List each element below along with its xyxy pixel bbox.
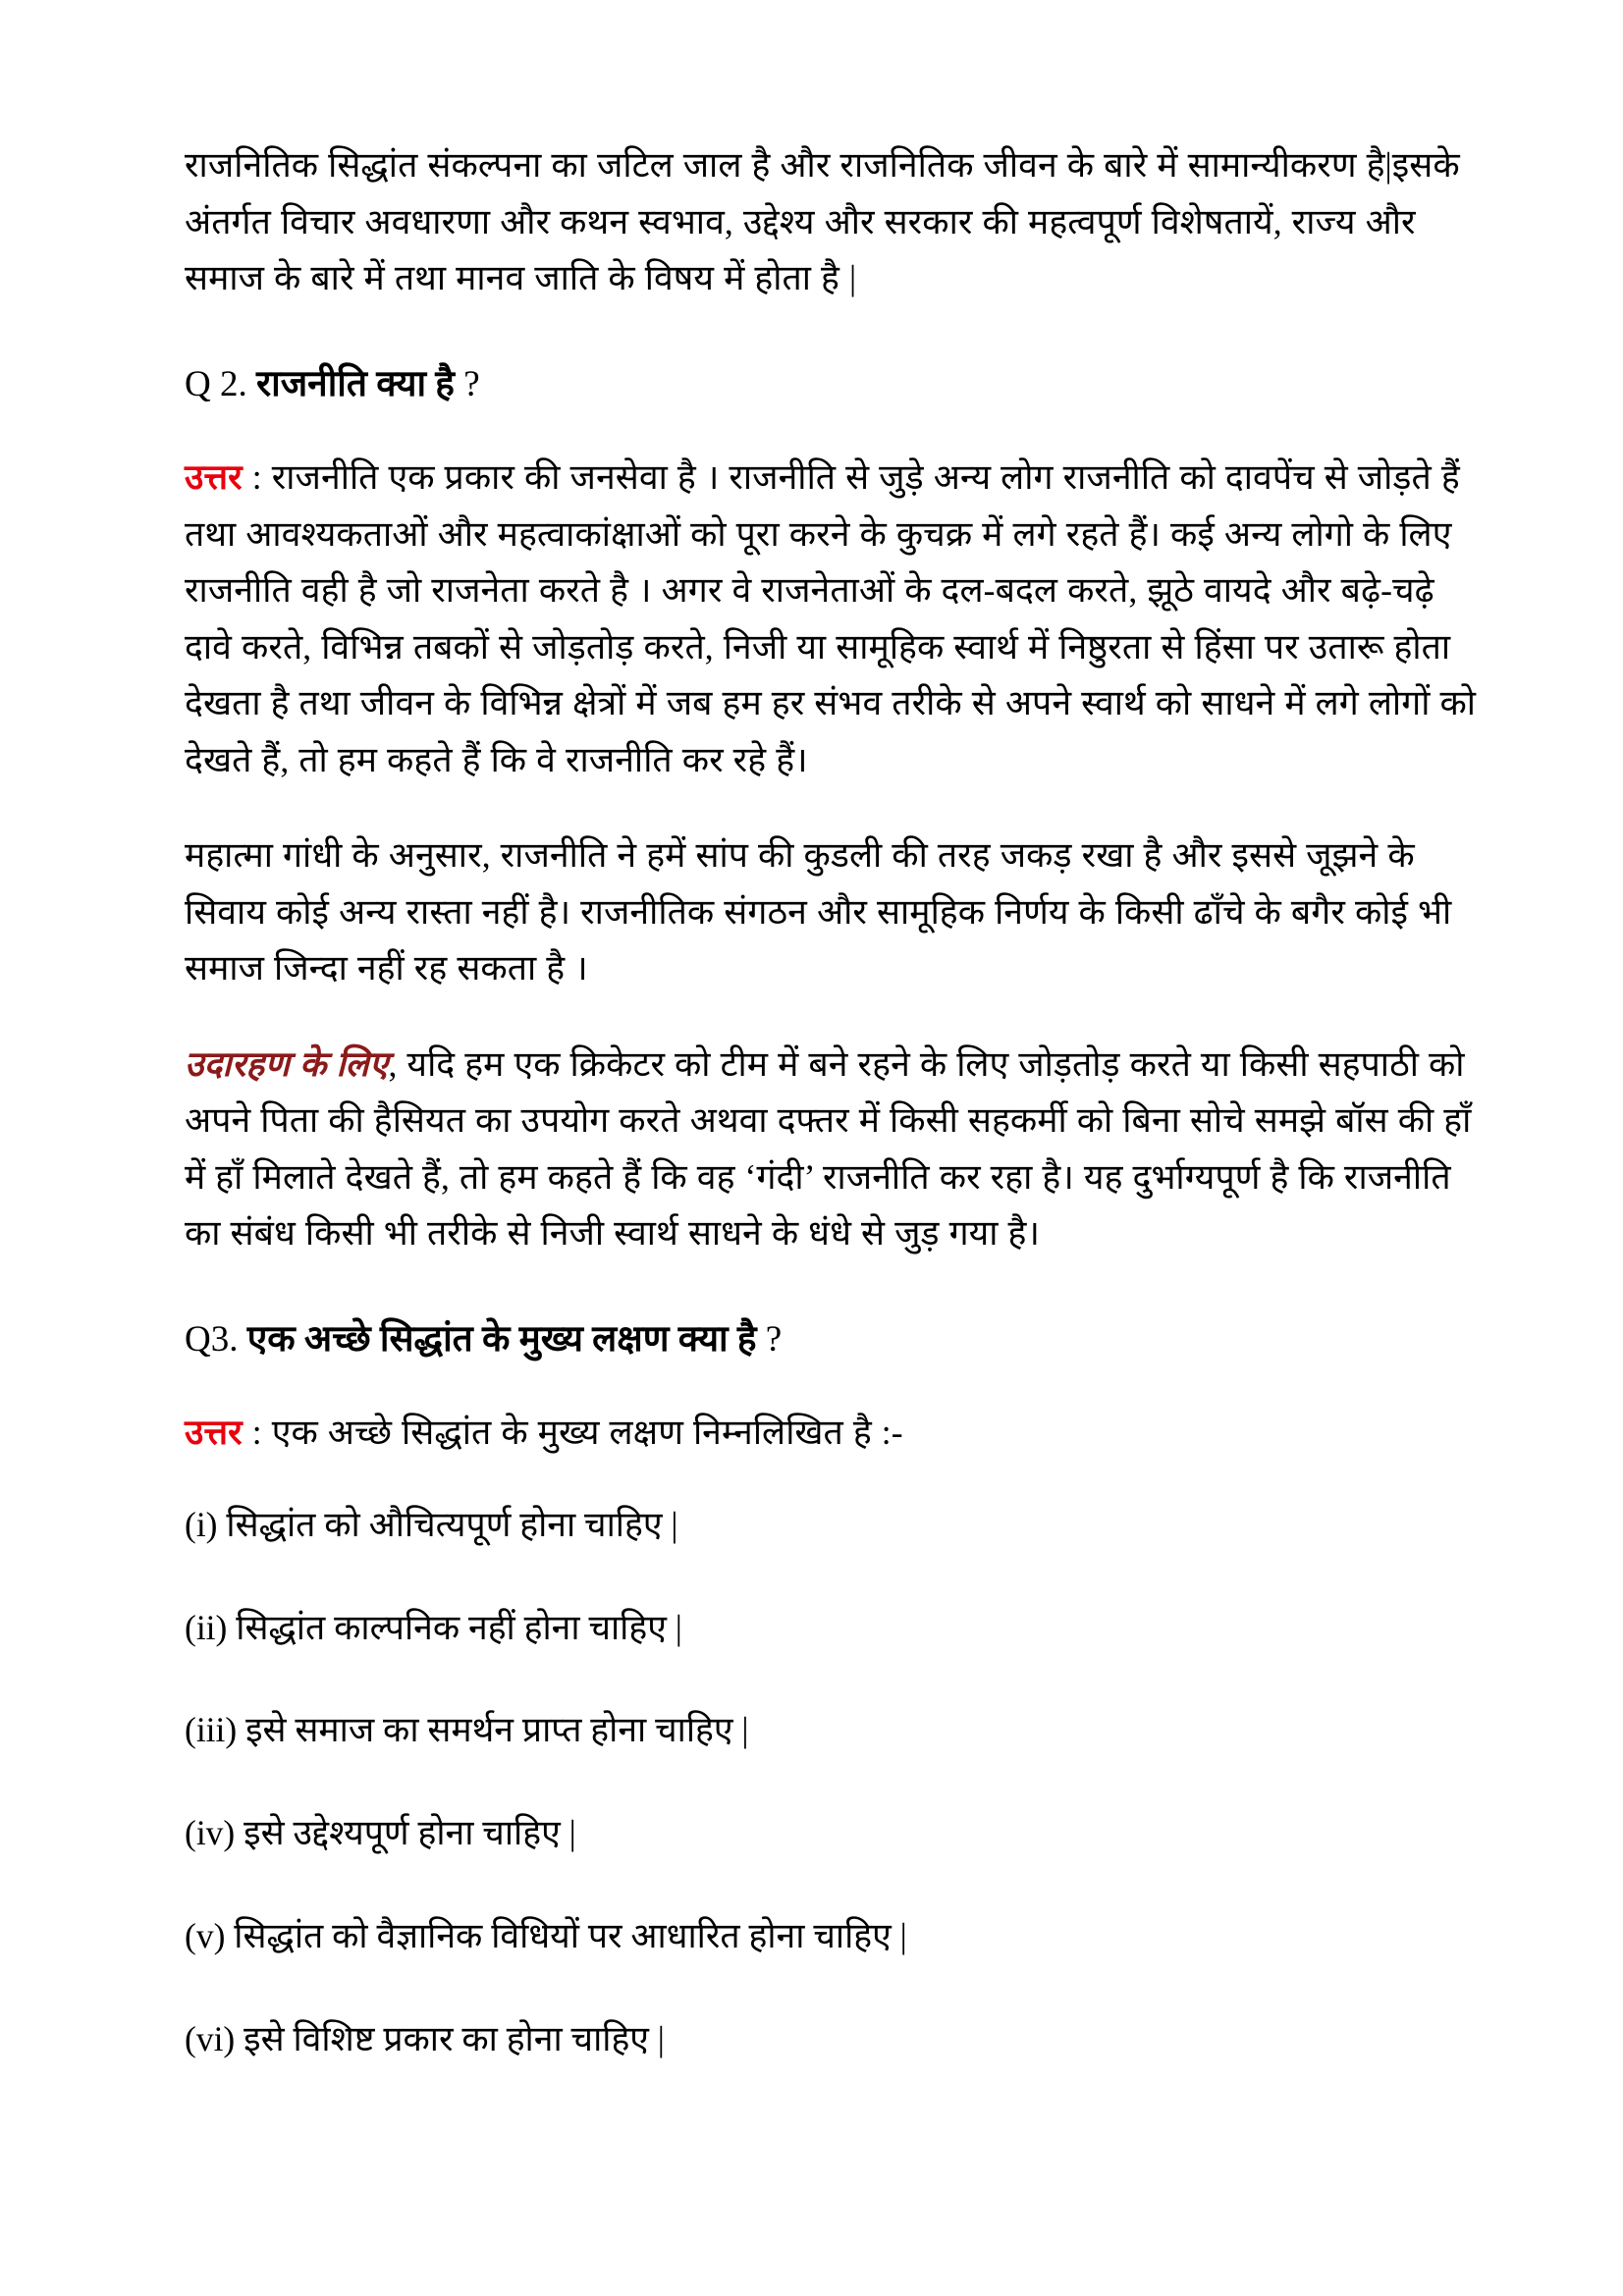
answer-body: एक अच्छे सिद्धांत के मुख्य लक्षण निम्नलिखित है :- [271,1413,903,1453]
question-2-answer-paragraph-2: महात्मा गांधी के अनुसार, राजनीति ने हमें सांप की कुडली की तरह जकड़ रखा है और इससे जूझने के सिवाय कोई अन्य रास्ता नहीं है। राजनीतिक संगठन और सामूहिक निर्णय के किसी ढाँचे के बगैर कोई भी समाज जिन्दा नहीं रह सकता है । [185,835,1452,988]
list-item [185,2011,1490,2067]
question-3-mark: ? [765,1318,783,1360]
list-item-marker: (vi) [185,2018,236,2058]
list-item-marker: (i) [185,1504,218,1544]
question-3-number: Q3. [185,1318,239,1360]
list-item-text: इसे विशिष्ट प्रकार का होना चाहिए | [243,2018,665,2058]
answer-body: राजनीति एक प्रकार की जनसेवा है । राजनीति से जुड़े अन्य लोग राजनीति को दावपेंच से जोड़ते हैं तथा आवश्यकताओं और महत्वाकांक्षाओं को पूरा करने के कुचक्र में लगे रहते हैं। कई अन्य लोगो के लिए राजनीति वही है जो राजनेता करते है । अगर वे राजनेताओं के दल-बदल करते, झूठे वायदे और बढ़े-चढ़े दावे करते, विभिन्न तबकों से जोड़तोड़ करते, निजी या सामूहिक स्वार्थ में निष्ठुरता से हिंसा पर उतारू होता देखता है तथा जीवन के विभिन्न क्षेत्रों में जब हम हर संभव तरीके से अपने स्वार्थ को साधने में लगे लोगों को देखते हैं, तो हम कहते हैं कि वे राजनीति कर रहे हैं। [185,457,1477,779]
example-body: , यदि हम एक क्रिकेटर को टीम में बने रहने के लिए जोड़तोड़ करते या किसी सहपाठी को अपने पिता की हैसियत का उपयोग करते अथवा दफ्तर में किसी सहकर्मी को बिना सोचे समझे बॉस की हाँ में हाँ मिलाते देखते हैं, तो हम कहते हैं कि वह ‘गंदी’ राजनीति कर रहा है। यह दुर्भाग्यपूर्ण है कि राजनीति का संबंध किसी भी तरीके से निजी स्वार्थ साधने के धंधे से जुड़ गया है। [185,1043,1472,1254]
example-label: उदारहण के लिए [185,1043,389,1084]
list-item-text: इसे उद्देश्यपूर्ण होना चाहिए | [243,1813,576,1853]
question-3-answer-intro [185,1405,1490,1462]
question-2-example-paragraph [185,1037,1490,1262]
answer-label: उत्तर [185,1413,243,1453]
list-item-text: सिद्धांत को वैज्ञानिक विधियों पर आधारित होना चाहिए | [234,1915,907,1955]
list-item-text: सिद्धांत काल्पनिक नहीं होना चाहिए | [236,1607,682,1647]
list-item [185,1805,1490,1861]
intro-paragraph: राजनितिक सिद्धांत संकल्पना का जटिल जाल है और राजनितिक जीवन के बारे में सामान्यीकरण है|इसके अंतर्गत विचार अवधारणा और कथन स्वभाव, उद्देश्य और सरकार की महत्वपूर्ण विशेषतायें, राज्य और समाज के बारे में तथा मानव जाति के विषय में होता है | [185,145,1460,297]
list-item-marker: (iv) [185,1813,236,1853]
list-item-marker: (ii) [185,1607,228,1647]
question-2-mark: ? [463,363,480,404]
list-item-marker: (v) [185,1915,226,1955]
list-item [185,1702,1490,1758]
question-2-number: Q 2. [185,363,247,404]
list-item-text: सिद्धांत को औचित्यपूर्ण होना चाहिए | [226,1504,678,1544]
question-2-title: राजनीति क्या है [255,363,455,404]
answer-separator: : [242,457,272,498]
page-content [185,137,1490,2067]
question-3-heading [185,1313,1490,1366]
list-item [185,1497,1490,1553]
question-2-answer-paragraph-1 [185,450,1490,788]
list-item-text: इसे समाज का समर्थन प्राप्त होना चाहिए | [245,1710,749,1750]
list-item [185,1908,1490,1964]
list-item-marker: (iii) [185,1710,238,1750]
question-3-title: एक अच्छे सिद्धांत के मुख्य लक्षण क्या है [246,1318,757,1360]
answer-label: उत्तर [185,457,243,498]
answer-separator: : [242,1413,272,1453]
list-item [185,1600,1490,1656]
question-3-point-list [185,1497,1490,2067]
question-2-heading [185,358,1490,411]
